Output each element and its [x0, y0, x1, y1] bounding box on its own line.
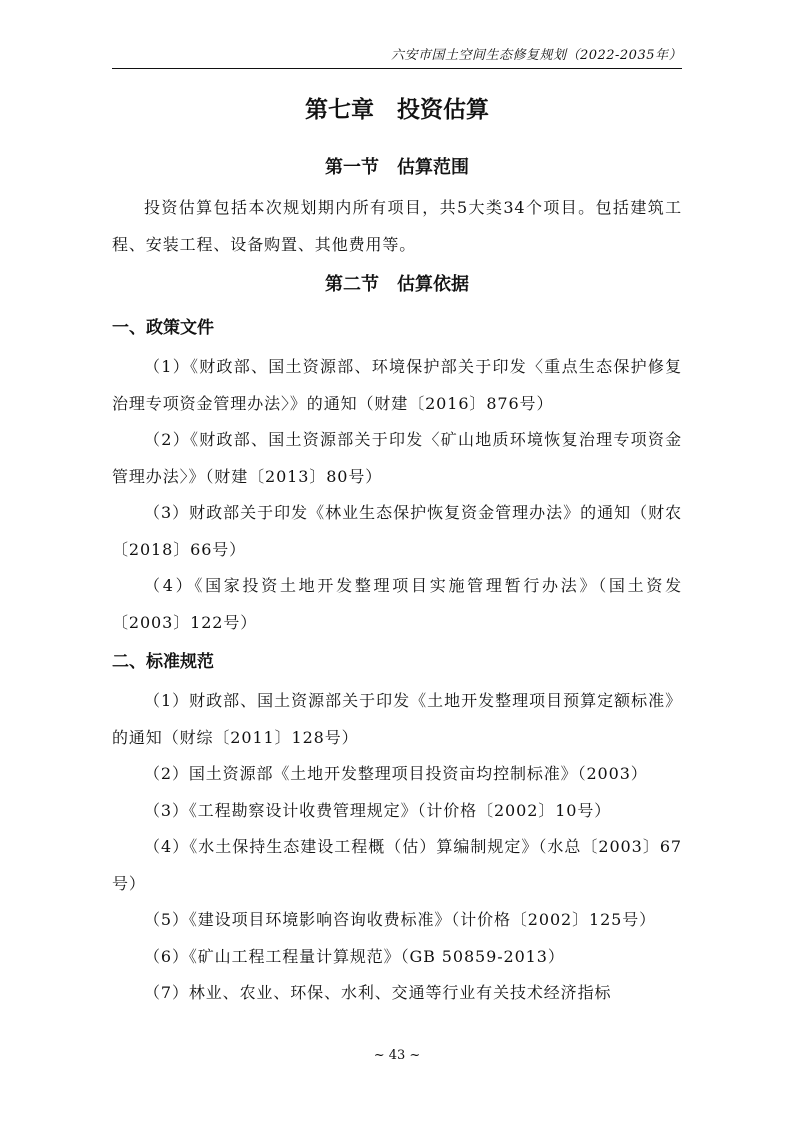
scope-paragraph: 投资估算包括本次规划期内所有项目，共5大类34个项目。包括建筑工程、安装工程、设备购置、其他费用等。	[112, 198, 682, 254]
header-rule	[112, 68, 682, 69]
standard-item: （1）财政部、国土资源部关于印发《土地开发整理项目预算定额标准》的通知（财综〔2011〕128号）	[112, 691, 682, 747]
policy-item: （2）《财政部、国土资源部关于印发〈矿山地质环境恢复治理专项资金管理办法〉》（财建〔2013〕80号）	[112, 430, 682, 486]
standard-item: （3）《工程勘察设计收费管理规定》（计价格〔2002〕10号）	[144, 800, 612, 820]
standard-item: （7）林业、农业、环保、水利、交通等行业有关技术经济指标	[144, 983, 612, 1002]
section-title-scope: 第一节 估算范围	[325, 157, 469, 178]
policy-item: （3）财政部关于印发《林业生态保护恢复资金管理办法》的通知（财农〔2018〕66号）	[112, 503, 682, 559]
policy-item: （1）《财政部、国土资源部、环境保护部关于印发〈重点生态保护修复治理专项资金管理办法〉》的通知（财建〔2016〕876号）	[112, 357, 682, 413]
section-title-basis: 第二节 估算依据	[325, 274, 469, 295]
standard-item: （5）《建设项目环境影响咨询收费标准》（计价格〔2002〕125号）	[144, 910, 657, 929]
policy-item: （4）《国家投资土地开发整理项目实施管理暂行办法》（国土资发〔2003〕122号）	[112, 576, 682, 632]
standard-item: （2）国土资源部《土地开发整理项目投资亩均控制标准》（2003）	[144, 764, 648, 783]
standard-item: （6）《矿山工程工程量计算规范》（GB 50859-2013）	[144, 946, 565, 966]
page-number: ~ 43 ~	[373, 1048, 421, 1063]
page-body	[112, 88, 682, 1012]
running-header: 六安市国土空间生态修复规划（2022-2035年）	[390, 48, 682, 63]
chapter-title: 第七章 投资估算	[305, 97, 489, 123]
policy-heading: 一、政策文件	[112, 318, 214, 338]
standard-item: （4）《水土保持生态建设工程概（估）算编制规定》（水总〔2003〕67号）	[112, 837, 682, 893]
standards-heading: 二、标准规范	[112, 652, 214, 672]
